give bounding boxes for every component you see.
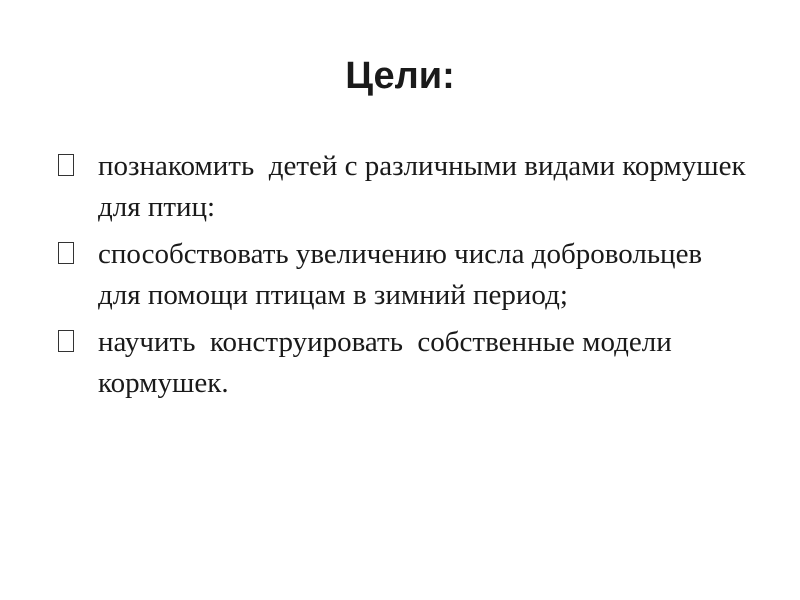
missing-glyph-box-icon	[58, 242, 74, 264]
goal-item-text: научить конструировать собственные модели кормушек.	[98, 326, 680, 399]
goal-item-text: способствовать увеличению числа добровольцев для помощи птицам в зимний период;	[98, 238, 710, 311]
goal-item-text: познакомить детей с различными видами кормушек для птиц:	[98, 150, 753, 223]
goals-list	[58, 146, 753, 410]
missing-glyph-box-icon	[58, 154, 74, 176]
goal-item-3	[58, 322, 748, 404]
missing-glyph-box-icon	[58, 330, 74, 352]
slide-title: Цели:	[345, 55, 455, 97]
goal-item-1	[58, 146, 753, 228]
goal-item-2	[58, 234, 748, 316]
